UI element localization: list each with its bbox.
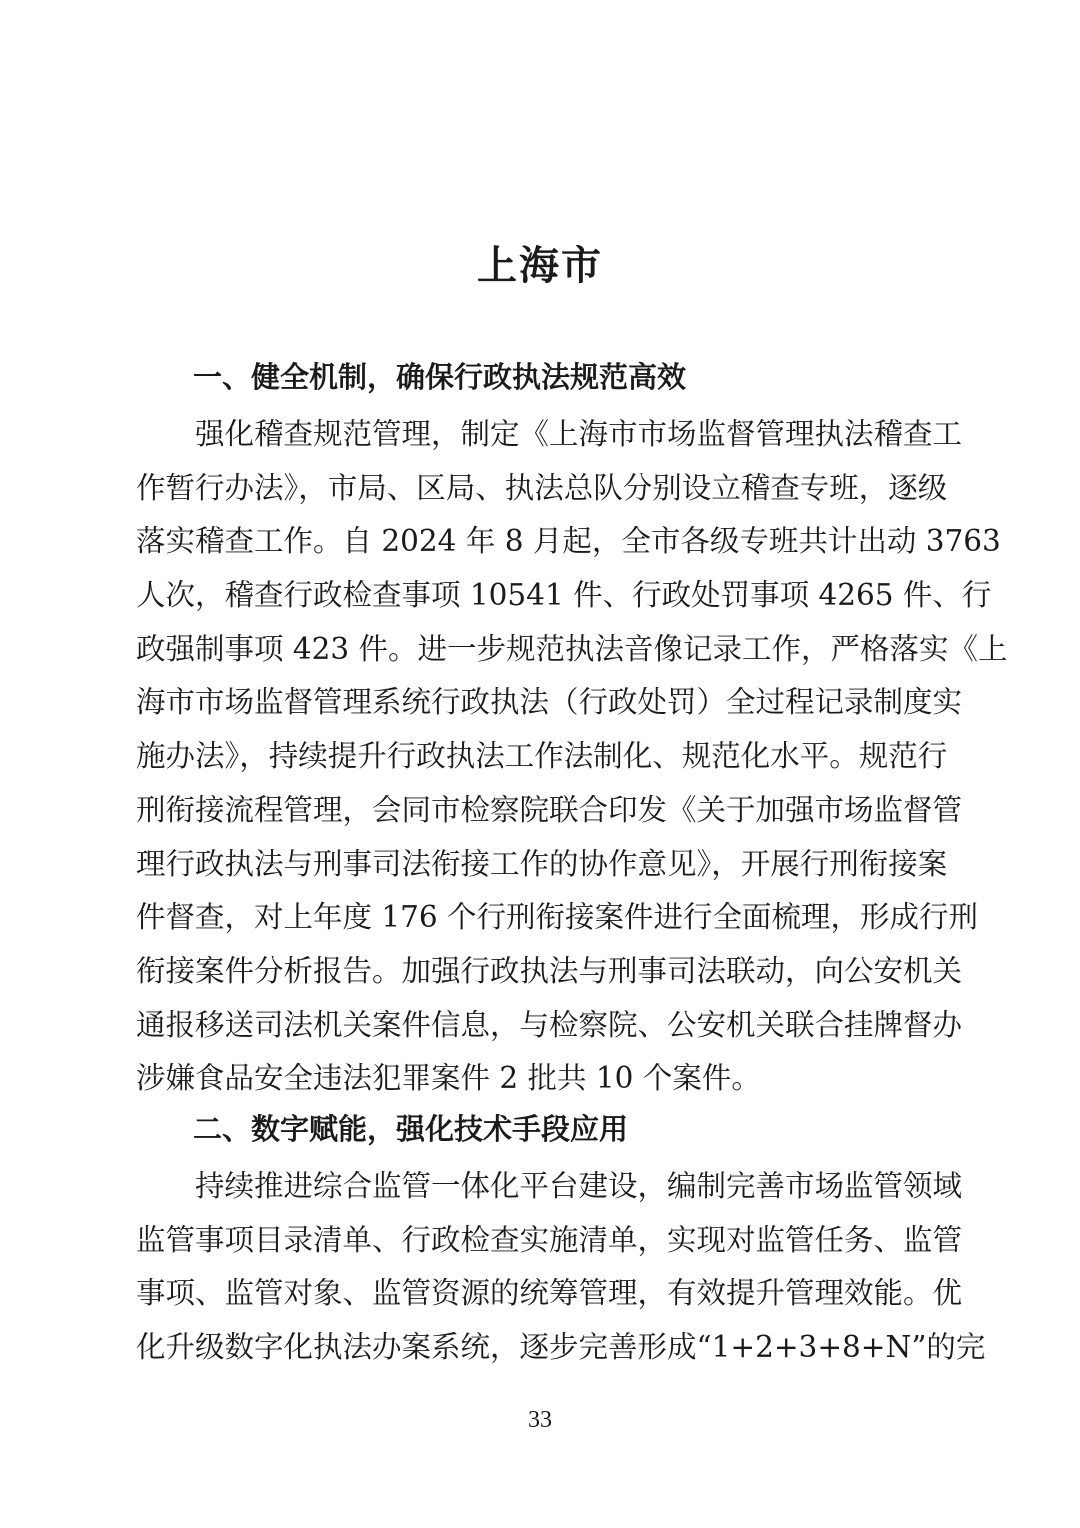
section-body-2 <box>136 1160 986 1375</box>
text-line: 件督查，对上年度 176 个行刑衔接案件进行全面梳理，形成行刑 <box>136 900 979 935</box>
text-line: 政强制事项 423 件。进一步规范执法音像记录工作，严格落实《上 <box>136 631 1008 666</box>
page-number: 33 <box>528 1407 552 1433</box>
text-line: 强化稽查规范管理，制定《上海市市场监督管理执法稽查工 <box>136 417 963 451</box>
text-line: 衔接案件分析报告。加强行政执法与刑事司法联动，向公安机关 <box>136 953 963 988</box>
section-heading-2: 二、数字赋能，强化技术手段应用 <box>193 1112 629 1146</box>
page-title: 上海市 <box>477 243 603 289</box>
text-line: 化升级数字化执法办案系统，逐步完善形成“1+2+3+8+N”的完 <box>136 1330 986 1365</box>
section-heading-1: 一、健全机制，确保行政执法规范高效 <box>193 360 687 394</box>
text-line: 落实稽查工作。自 2024 年 8 月起，全市各级专班共计出动 3763 <box>136 524 1001 559</box>
text-line: 通报移送司法机关案件信息，与检察院、公安机关联合挂牌督办 <box>136 1007 963 1042</box>
text-line: 事项、监管对象、监管资源的统筹管理，有效提升管理效能。优 <box>136 1276 963 1311</box>
text-line: 刑衔接流程管理，会同市检察院联合印发《关于加强市场监督管 <box>136 792 963 827</box>
text-line: 理行政执法与刑事司法衔接工作的协作意见》，开展行刑衔接案 <box>136 846 948 881</box>
text-line: 持续推进综合监管一体化平台建设，编制完善市场监管领域 <box>136 1169 963 1203</box>
section-body-1 <box>136 408 1008 1106</box>
text-line: 海市市场监督管理系统行政执法（行政处罚）全过程记录制度实 <box>136 685 963 720</box>
text-line: 人次，稽查行政检查事项 10541 件、行政处罚事项 4265 件、行 <box>136 578 992 613</box>
text-line: 监管事项目录清单、行政检查实施清单，实现对监管任务、监管 <box>136 1222 963 1257</box>
text-line: 施办法》，持续提升行政执法工作法制化、规范化水平。规范行 <box>136 739 948 774</box>
text-line: 作暂行办法》，市局、区局、执法总队分别设立稽查专班，逐级 <box>136 470 948 505</box>
text-line: 涉嫌食品安全违法犯罪案件 2 批共 10 个案件。 <box>136 1061 761 1096</box>
